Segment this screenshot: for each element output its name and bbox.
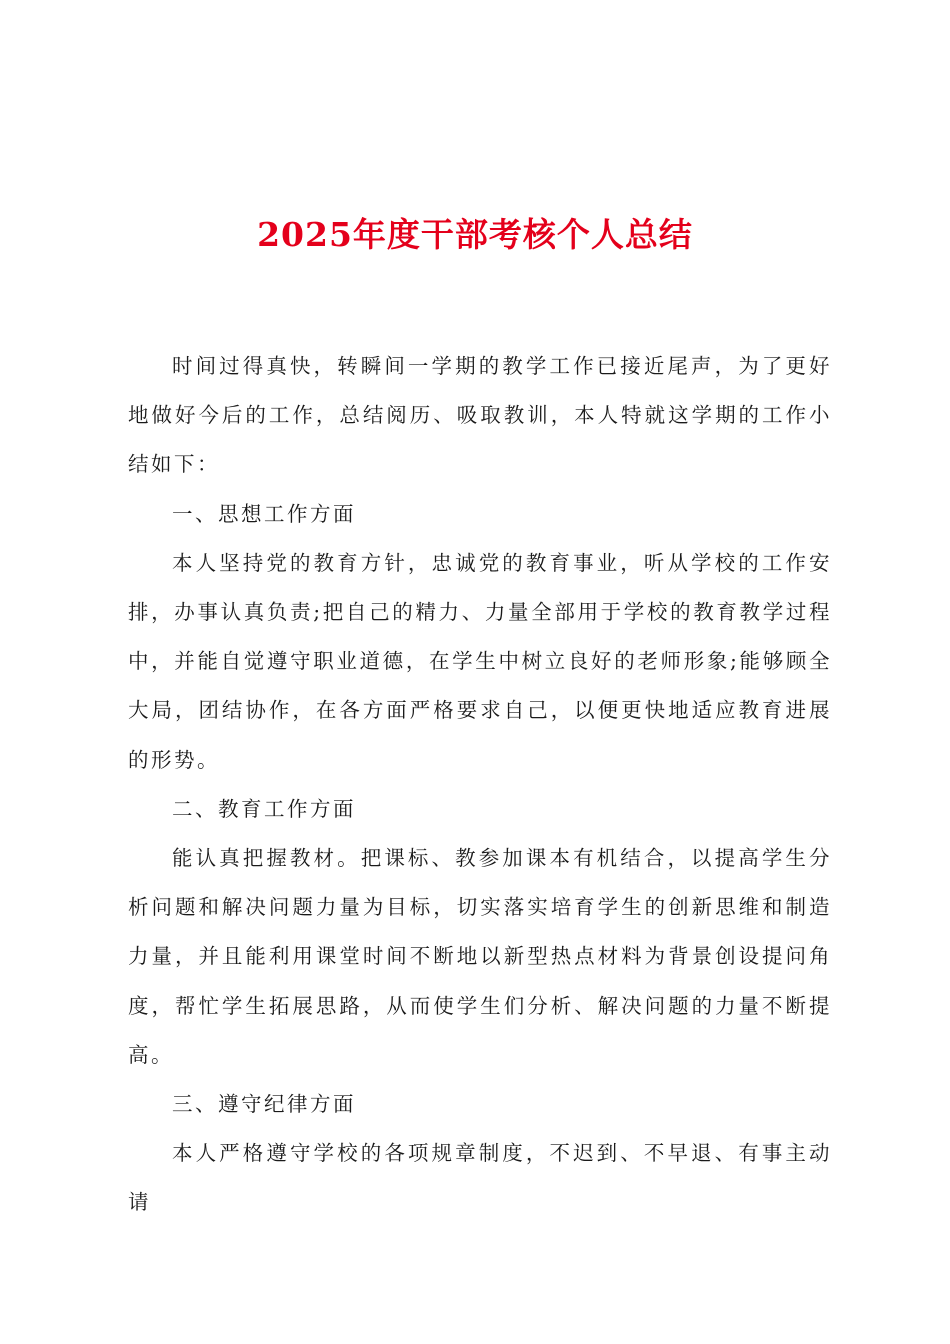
document-title: 2025年度干部考核个人总结 xyxy=(257,215,693,254)
section-heading-ideology: 一、思想工作方面 xyxy=(172,501,356,526)
discipline-paragraph: 本人严格遵守学校的各项规章制度，不迟到、不早退、有事主动请 xyxy=(128,1141,832,1215)
education-paragraph: 能认真把握教材。把课标、教参加课本有机结合，以提高学生分析问题和解决问题力量为目标，切实落实培育学生的创新思维和制造力量，并且能利用课堂时间不断地以新型热点材料为背景创设提问角度，帮忙学生拓展思路，从而使学生们分析、解决问题的力量不断提高。 xyxy=(128,846,832,1067)
document-body xyxy=(128,342,832,1228)
section-heading-discipline: 三、遵守纪律方面 xyxy=(172,1092,356,1117)
ideology-paragraph: 本人坚持党的教育方针，忠诚党的教育事业，听从学校的工作安排，办事认真负责;把自己的精力、力量全部用于学校的教育教学过程中，并能自觉遵守职业道德，在学生中树立良好的老师形象;能够顾全大局，团结协作，在各方面严格要求自己，以便更快地适应教育进展的形势。 xyxy=(128,550,832,772)
section-heading-education: 二、教育工作方面 xyxy=(172,796,356,821)
intro-paragraph: 时间过得真快，转瞬间一学期的教学工作已接近尾声，为了更好地做好今后的工作，总结阅历、吸取教训，本人特就这学期的工作小结如下： xyxy=(128,354,832,477)
